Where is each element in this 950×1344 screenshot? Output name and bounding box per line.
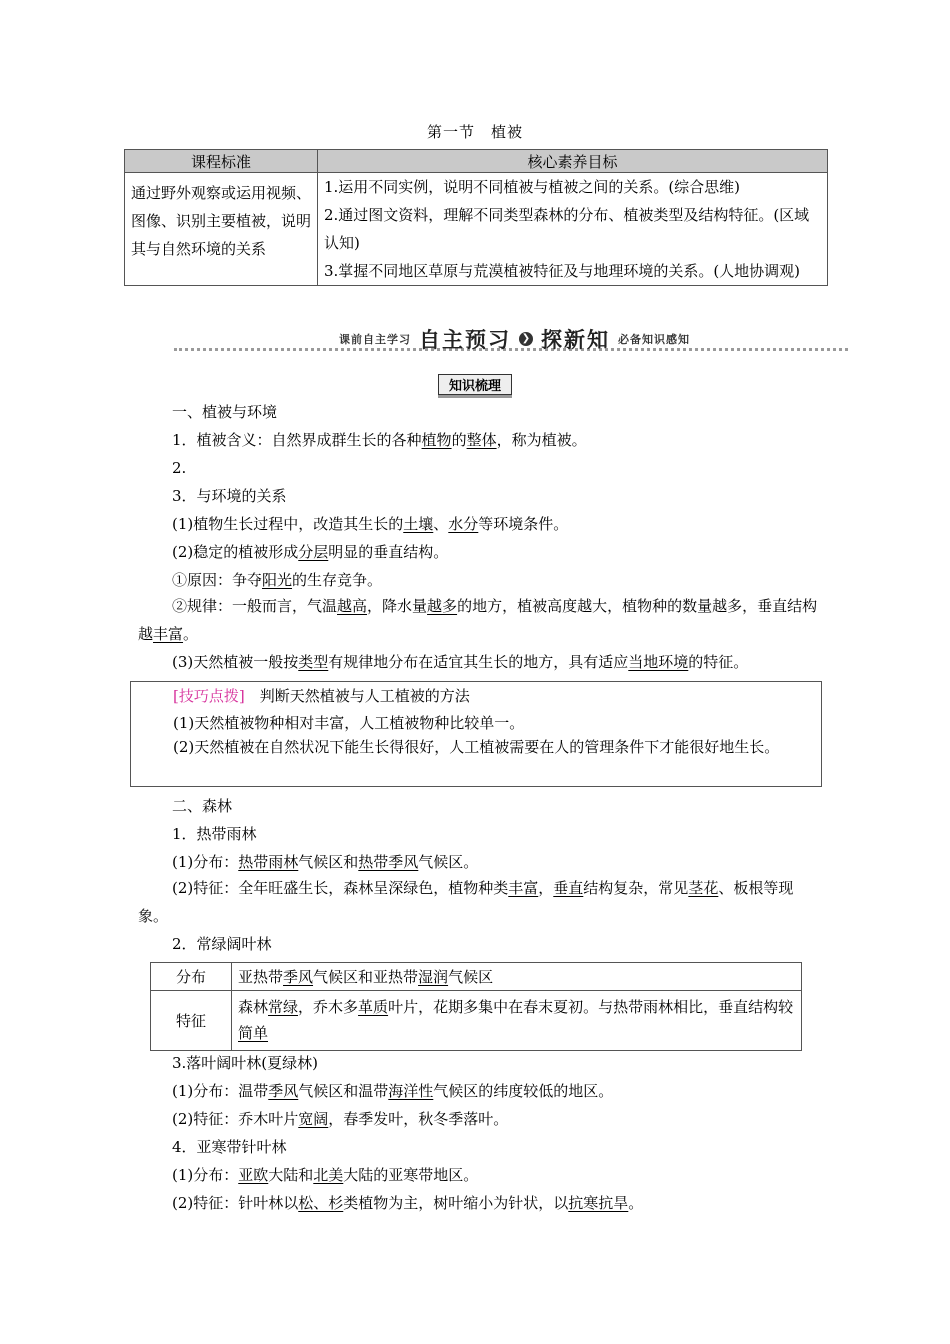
item-2: 2. bbox=[172, 459, 187, 477]
evergreen-distribution: 亚热带季风气候区和亚热带湿润气候区 bbox=[232, 963, 802, 991]
tip-line-2: (2)天然植被在自然状况下能生长得很好，人工植被需要在人的管理条件下才能很好地生长。 bbox=[173, 738, 780, 756]
evergreen-key-features: 特征 bbox=[151, 991, 232, 1051]
conifer-distribution: (1)分布：亚欧大陆和北美大陆的亚寒带地区。 bbox=[172, 1166, 479, 1184]
banner-main-2: 探新知 bbox=[541, 328, 610, 352]
evergreen-key-distribution: 分布 bbox=[151, 963, 232, 991]
tip-box bbox=[130, 681, 822, 787]
course-standard-text: 通过野外观察或运用视频、图像、识别主要植被，说明其与自然环境的关系 bbox=[125, 173, 318, 286]
section2-heading: 二、森林 bbox=[172, 797, 233, 815]
conifer-heading: 4．亚寒带针叶林 bbox=[172, 1138, 287, 1156]
natural-vegetation-line: (3)天然植被一般按类型有规律地分布在适宜其生长的地方，具有适应当地环境的特征。 bbox=[172, 653, 749, 671]
page-title: 第一节 植被 bbox=[426, 123, 523, 141]
core-goals-cell bbox=[318, 173, 828, 286]
rule-paragraph: ②规律：一般而言，气温越高，降水量越多的地方，植被高度越大，植物种的数量越多，垂直结构越丰富。 bbox=[138, 597, 818, 643]
section-banner bbox=[174, 322, 848, 354]
goal-3: 3.掌握不同地区草原与荒漠植被特征及与地理环境的关系。(人地协调观) bbox=[324, 262, 801, 280]
knowledge-label: 知识梳理 bbox=[0, 374, 950, 395]
rainforest-distribution: (1)分布：热带雨林气候区和热带季风气候区。 bbox=[172, 853, 479, 871]
header-core-goals: 核心素养目标 bbox=[318, 150, 828, 173]
env-relation-1: (1)植物生长过程中，改造其生长的土壤、水分等环境条件。 bbox=[172, 515, 569, 533]
banner-left-text: 课前自主学习 bbox=[339, 333, 411, 346]
evergreen-features: 森林常绿，乔木多革质叶片，花期多集中在春末夏初。与热带雨林相比，垂直结构较简单 bbox=[232, 991, 802, 1051]
reason-line: ①原因：争夺阳光的生存竞争。 bbox=[172, 571, 383, 589]
vegetation-definition: 1．植被含义：自然界成群生长的各种植物的整体，称为植被。 bbox=[172, 431, 587, 449]
banner-right-text: 必备知识感知 bbox=[618, 333, 690, 346]
deciduous-distribution: (1)分布：温带季风气候区和温带海洋性气候区的纬度较低的地区。 bbox=[172, 1082, 614, 1100]
conifer-features: (2)特征：针叶林以松、杉类植物为主，树叶缩小为针状，以抗寒抗旱。 bbox=[172, 1194, 644, 1212]
rainforest-heading: 1．热带雨林 bbox=[172, 825, 257, 843]
header-course-standard: 课程标准 bbox=[125, 150, 318, 173]
env-relation-2: (2)稳定的植被形成分层明显的垂直结构。 bbox=[172, 543, 449, 561]
goal-1: 1.运用不同实例，说明不同植被与植被之间的关系。(综合思维) bbox=[324, 178, 741, 196]
env-relation-heading: 3．与环境的关系 bbox=[172, 487, 287, 505]
standards-table bbox=[124, 149, 828, 286]
deciduous-heading: 3.落叶阔叶林(夏绿林) bbox=[172, 1054, 319, 1072]
section1-heading: 一、植被与环境 bbox=[172, 403, 278, 421]
tip-heading: [技巧点拨] 判断天然植被与人工植被的方法 bbox=[173, 687, 470, 705]
rainforest-features: (2)特征：全年旺盛生长，森林呈深绿色，植物种类丰富，垂直结构复杂，常见茎花、板根等现象。 bbox=[138, 879, 794, 925]
tip-line-1: (1)天然植被物种相对丰富，人工植被物种比较单一。 bbox=[173, 714, 525, 732]
deciduous-features: (2)特征：乔木叶片宽阔，春季发叶，秋冬季落叶。 bbox=[172, 1110, 509, 1128]
evergreen-table bbox=[150, 962, 802, 1051]
goal-2: 2.通过图文资料，理解不同类型森林的分布、植被类型及结构特征。(区域认知) bbox=[324, 206, 810, 252]
chevron-right-icon: ❯ bbox=[519, 332, 533, 346]
evergreen-heading: 2．常绿阔叶林 bbox=[172, 935, 272, 953]
banner-main-1: 自主预习 bbox=[419, 328, 511, 352]
